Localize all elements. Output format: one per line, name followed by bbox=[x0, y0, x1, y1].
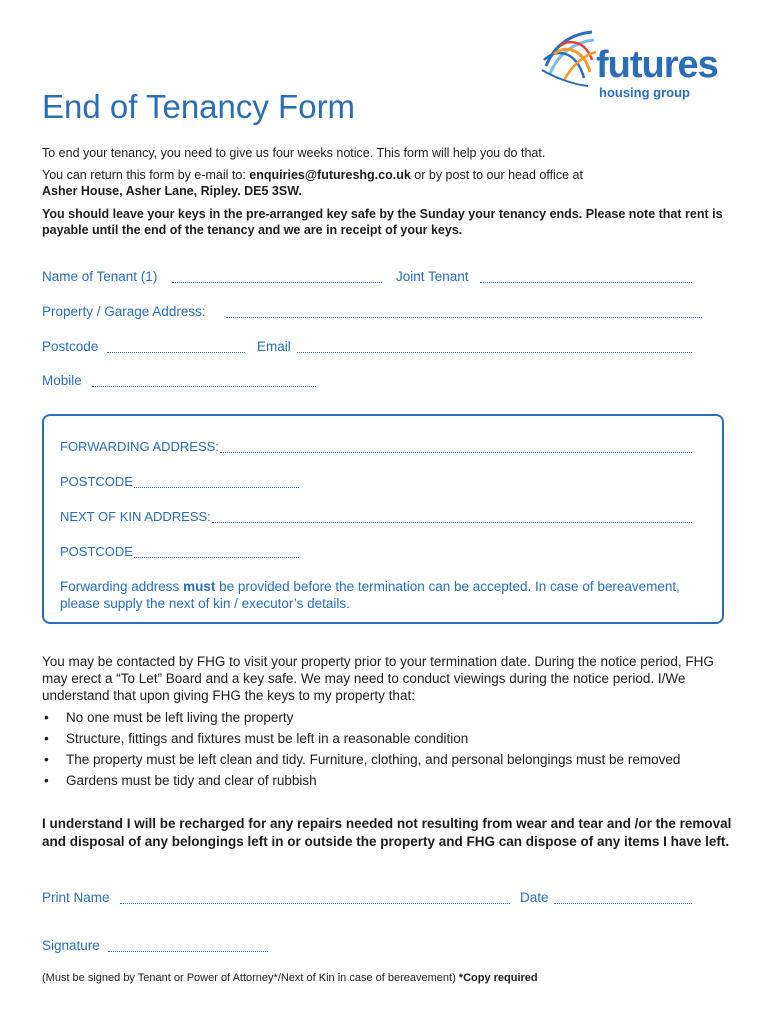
email-input[interactable] bbox=[297, 352, 692, 353]
forwarding-note bbox=[60, 578, 700, 612]
logo-wordmark: futures bbox=[596, 44, 718, 86]
forwarding-postcode-label: POSTCODE bbox=[60, 474, 133, 489]
mobile-input[interactable] bbox=[92, 386, 316, 387]
next-of-kin-postcode-input[interactable] bbox=[134, 557, 299, 558]
futures-logo bbox=[540, 26, 730, 104]
forwarding-note-must: must bbox=[183, 579, 216, 594]
date-input[interactable] bbox=[554, 903, 692, 904]
name-of-tenant-label: Name of Tenant (1) bbox=[42, 269, 158, 284]
forwarding-note-post: be provided before the termination can be accepted. In case of bereavement, please supply the next of kin / executor’s details. bbox=[60, 579, 680, 611]
conditions-list bbox=[42, 707, 742, 791]
postcode-label: Postcode bbox=[42, 339, 99, 354]
joint-tenant-input[interactable] bbox=[480, 282, 692, 283]
signature-label: Signature bbox=[42, 938, 100, 953]
list-item: • The property must be left clean and tidy. Furniture, clothing, and personal belongings must be removed bbox=[42, 749, 742, 770]
mobile-label: Mobile bbox=[42, 373, 82, 388]
email-label: Email bbox=[257, 339, 291, 354]
forwarding-postcode-input[interactable] bbox=[134, 487, 299, 488]
page-title: End of Tenancy Form bbox=[42, 88, 356, 125]
forwarding-note-pre: Forwarding address bbox=[60, 579, 184, 594]
signature-input[interactable] bbox=[108, 951, 268, 952]
head-office-address: Asher House, Asher Lane, Ripley. DE5 3SW. bbox=[42, 184, 302, 198]
date-label: Date bbox=[520, 890, 549, 905]
list-item: • Gardens must be tidy and clear of rubbish bbox=[42, 770, 742, 791]
futures-swirl-icon bbox=[540, 26, 600, 104]
joint-tenant-label: Joint Tenant bbox=[396, 269, 469, 284]
next-of-kin-postcode-label: POSTCODE bbox=[60, 544, 133, 559]
forwarding-address-input[interactable] bbox=[220, 452, 692, 453]
property-address-label: Property / Garage Address: bbox=[42, 304, 206, 319]
name-of-tenant-input[interactable] bbox=[172, 282, 382, 283]
footnote-copy-required: *Copy required bbox=[458, 972, 538, 984]
list-item: • No one must be left living the property bbox=[42, 707, 742, 728]
property-address-input[interactable] bbox=[226, 317, 702, 318]
forwarding-address-label: FORWARDING ADDRESS: bbox=[60, 439, 219, 454]
intro-return bbox=[42, 167, 732, 183]
intro-return-post: or by post to our head office at bbox=[410, 168, 583, 182]
keys-note: You should leave your keys in the pre-arranged key safe by the Sunday your tenancy ends. Please note that rent is payable until the end of the tenancy and we are in receipt of your keys. bbox=[42, 207, 723, 237]
contact-email[interactable]: enquiries@futureshg.co.uk bbox=[249, 168, 411, 182]
logo-subtitle: housing group bbox=[599, 85, 690, 100]
recharge-note: I understand I will be recharged for any repairs needed not resulting from wear and tear and /or the removal and disposal of any belongings left in or outside the property and FHG can dispose of any items I have left. bbox=[42, 816, 732, 849]
print-name-label: Print Name bbox=[42, 890, 110, 905]
footnote-text: (Must be signed by Tenant or Power of Attorney*/Next of Kin in case of bereavement) bbox=[42, 972, 459, 984]
intro-notice: To end your tenancy, you need to give us four weeks notice. This form will help you do that. bbox=[42, 146, 546, 160]
intro-return-pre: You can return this form by e-mail to: bbox=[42, 168, 250, 182]
next-of-kin-address-label: NEXT OF KIN ADDRESS: bbox=[60, 509, 211, 524]
list-item: • Structure, fittings and fixtures must be left in a reasonable condition bbox=[42, 728, 742, 749]
contact-paragraph: You may be contacted by FHG to visit your property prior to your termination date. During the notice period, FHG may erect a “To Let” Board and a key safe. We may need to conduct viewings during the notice period. I/We understand that upon giving FHG the keys to my property that: bbox=[42, 654, 714, 703]
print-name-input[interactable] bbox=[120, 903, 510, 904]
footnote bbox=[42, 971, 538, 985]
postcode-input[interactable] bbox=[107, 352, 245, 353]
next-of-kin-address-input[interactable] bbox=[212, 522, 692, 523]
